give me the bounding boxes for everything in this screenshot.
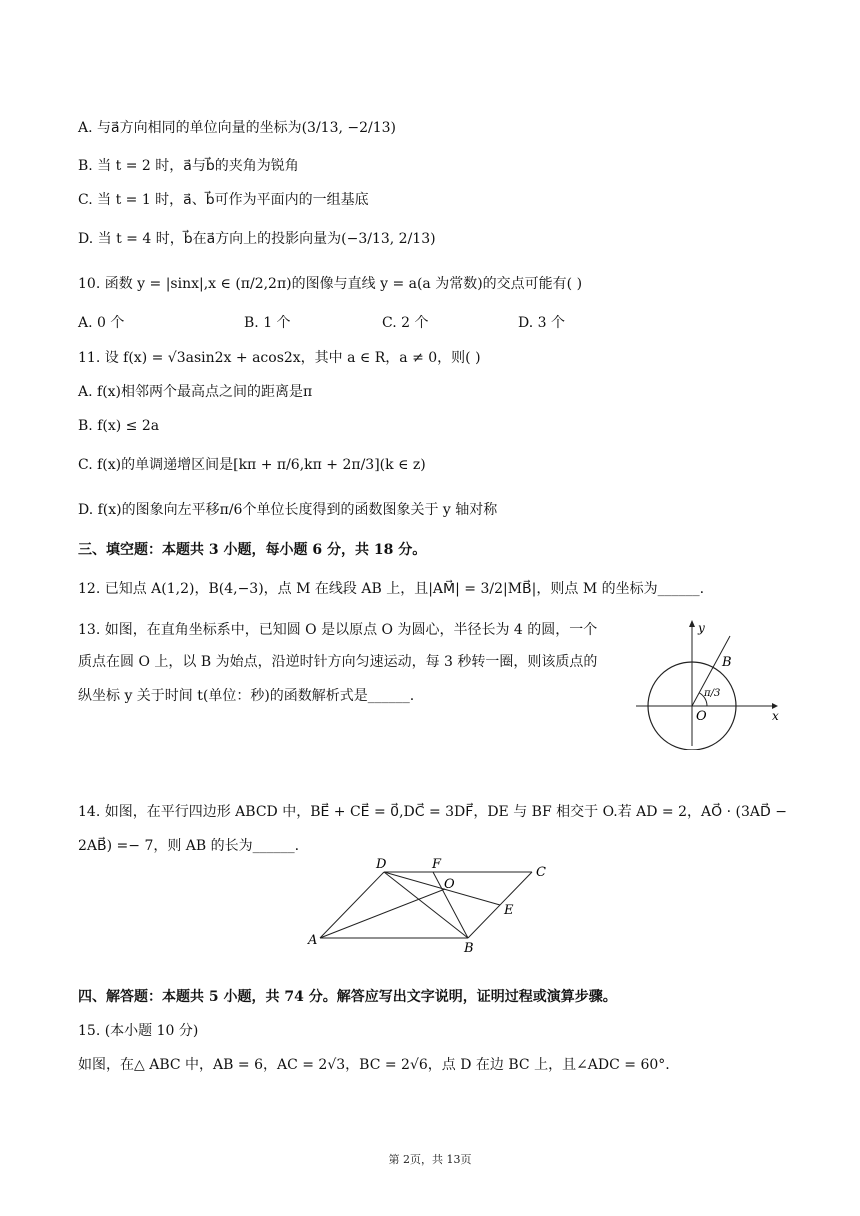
q10-option-a: A. 0 个 bbox=[78, 315, 125, 331]
page-footer: 第 2页，共 13页 bbox=[388, 1153, 472, 1166]
label-F: F bbox=[432, 857, 442, 872]
q10-stem: 10. 函数 y = |sinx|,x ∈ (π/2,2π)的图像与直线 y = a(a 为常数)的交点可能有( ) bbox=[78, 276, 583, 292]
q14-line2: 2AB⃗) =− 7，则 AB 的长为______. bbox=[78, 838, 300, 854]
label-y: y bbox=[698, 621, 705, 635]
label-O: O bbox=[444, 877, 455, 892]
q13-figure bbox=[632, 618, 782, 750]
q15-title: 15. (本小题 10 分) bbox=[78, 1023, 199, 1039]
q10-option-c: C. 2 个 bbox=[382, 315, 429, 331]
q9-option-a: A. 与a⃗方向相同的单位向量的坐标为(3/13, −2/13) bbox=[78, 120, 397, 136]
label-E: E bbox=[504, 903, 514, 918]
label-C: C bbox=[536, 865, 546, 880]
q13-line2: 质点在圆 O 上，以 B 为始点，沿逆时针方向匀速运动，每 3 秒转一圈，则该质点的 bbox=[78, 654, 598, 670]
label-A: A bbox=[308, 933, 318, 948]
q15-stem: 如图，在△ ABC 中，AB = 6，AC = 2√3，BC = 2√6，点 D 在边 BC 上，且∠ADC = 60°. bbox=[78, 1057, 670, 1073]
label-B: B bbox=[464, 941, 474, 956]
q13-line3: 纵坐标 y 关于时间 t(单位：秒)的函数解析式是______. bbox=[78, 688, 415, 704]
label-B: B bbox=[722, 655, 732, 670]
q11-option-d: D. f(x)的图象向左平移π/6个单位长度得到的函数图象关于 y 轴对称 bbox=[78, 502, 498, 518]
section4-heading: 四、解答题：本题共 5 小题，共 74 分。解答应写出文字说明，证明过程或演算步骤。 bbox=[78, 989, 617, 1005]
segment-DB bbox=[384, 872, 468, 938]
q9-option-b: B. 当 t = 2 时，a⃗与b⃗的夹角为锐角 bbox=[78, 158, 299, 174]
q14-line1: 14. 如图，在平行四边形 ABCD 中，BE⃗ + CE⃗ = 0⃗,DC⃗ = 3DF⃗，DE 与 BF 相交于 O.若 AD = 2，AO⃗ · (3AD⃗ − bbox=[78, 804, 787, 820]
q10-option-b: B. 1 个 bbox=[244, 315, 291, 331]
q11-stem: 11. 设 f(x) = √3asin2x + acos2x，其中 a ∈ R，a ≠ 0，则( ) bbox=[78, 350, 481, 366]
q12-stem: 12. 已知点 A(1,2)，B(4,−3)，点 M 在线段 AB 上，且|AM⃗| = 3/2|MB⃗|，则点 M 的坐标为______. bbox=[78, 581, 705, 597]
q10-option-d: D. 3 个 bbox=[518, 315, 565, 331]
segment-AO bbox=[320, 889, 445, 938]
q9-option-c: C. 当 t = 1 时，a⃗、b⃗可作为平面内的一组基底 bbox=[78, 192, 369, 208]
q9-option-d: D. 当 t = 4 时，b⃗在a⃗方向上的投影向量为(−3/13, 2/13) bbox=[78, 231, 436, 247]
q11-option-c: C. f(x)的单调递增区间是[kπ + π/6,kπ + 2π/3](k ∈ z) bbox=[78, 457, 426, 473]
q14-figure bbox=[300, 852, 560, 956]
edge-AD bbox=[320, 872, 384, 938]
label-x: x bbox=[772, 709, 779, 723]
q13-line1: 13. 如图，在直角坐标系中，已知圆 O 是以原点 O 为圆心，半径长为 4 的圆，一个 bbox=[78, 622, 598, 638]
y-axis-arrow bbox=[689, 620, 695, 627]
label-D: D bbox=[376, 857, 387, 872]
label-O: O bbox=[696, 709, 707, 724]
section3-heading: 三、填空题：本题共 3 小题，每小题 6 分，共 18 分。 bbox=[78, 542, 427, 558]
q11-option-b: B. f(x) ≤ 2a bbox=[78, 418, 160, 434]
label-angle: π/3 bbox=[704, 688, 721, 699]
q11-option-a: A. f(x)相邻两个最高点之间的距离是π bbox=[78, 384, 313, 400]
